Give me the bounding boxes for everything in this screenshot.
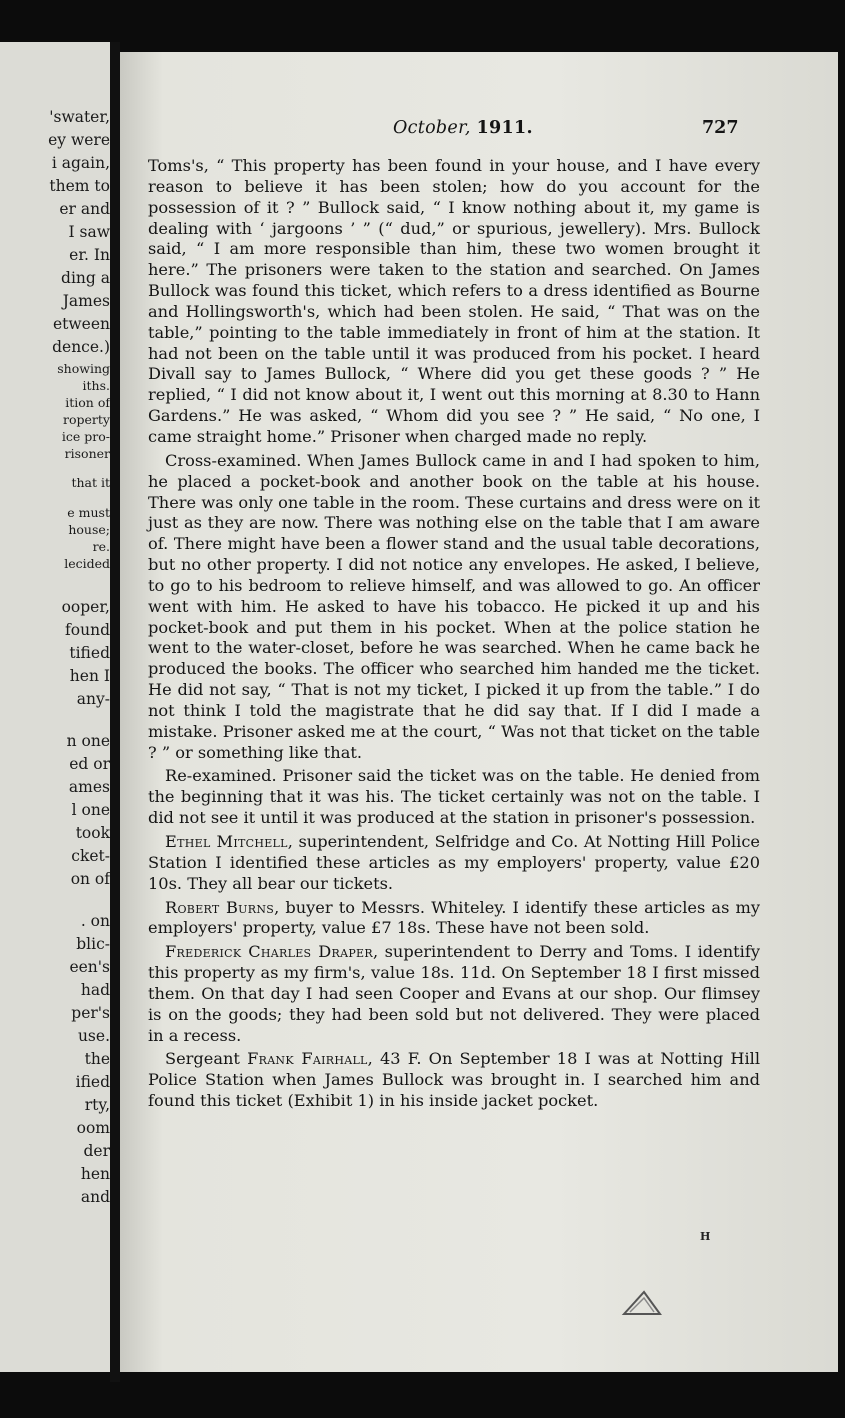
facing-page-line: oom <box>76 1119 110 1137</box>
facing-page-line: use. <box>77 1027 110 1045</box>
facing-page-line: er and <box>59 200 110 218</box>
facing-page-line: l one <box>71 801 110 819</box>
facing-page-line: found <box>65 621 110 639</box>
page-corner-mark-icon <box>620 1284 680 1324</box>
facing-page-line: roperty <box>63 412 110 427</box>
facing-page-line: iths. <box>82 378 110 393</box>
witness-name: Frank Fairhall <box>247 1049 368 1069</box>
page-number: 727 <box>702 118 739 138</box>
facing-page-line: der <box>83 1142 110 1160</box>
facing-page-line: James <box>62 292 110 310</box>
facing-page-line: house; <box>68 522 110 537</box>
facing-page-line: lecided <box>64 556 110 571</box>
facing-page-line: ed or <box>69 755 110 773</box>
facing-page-line: n one <box>66 732 110 750</box>
facing-page-line: cket- <box>71 847 110 865</box>
facing-page-line: risoner <box>64 446 110 461</box>
paragraph <box>148 942 760 1046</box>
facing-page-line: . on <box>80 912 110 930</box>
paragraph <box>148 1049 760 1112</box>
facing-page-line: re. <box>92 539 110 554</box>
running-title: October, 1911. <box>393 118 533 138</box>
paragraph <box>148 832 760 895</box>
facing-page-line: dence.) <box>52 338 110 356</box>
facing-page-line: hen <box>80 1165 110 1183</box>
facing-page-line: ified <box>75 1073 110 1091</box>
facing-page-line: per's <box>71 1004 110 1022</box>
facing-page-line: etween <box>53 315 110 333</box>
paragraph-text: Cross-examined. When James Bullock came in and I had spoken to him, he placed a pocket-book and another book on the table at his house. There was only one table in the room. These curtains and dress were on it just as they are now. There was nothing else on the table that I am aware of. There might have been a flower stand and the usual table decorations, but no other property. I did not notice any envelopes. He asked, I believe, to go to his bedroom to relieve himself, and was allowed to go. An officer went with him. He asked to have his tobacco. He picked it up and his pocket-book and put them in his pocket. When at the police station he went to the water-closet, before he was searched. When he came back he produced the books. The officer who searched him handed me the ticket. He did not say, “ That is not my ticket, I picked it up from the table.” I do not think I told the magistrate that he did say that. If I did I made a mistake. Prisoner asked me at the court, “ Was not that ticket on the table ? ” or something like that. <box>148 450 760 762</box>
paragraph <box>148 898 760 940</box>
facing-page-line: ooper, <box>61 598 110 616</box>
paragraph <box>148 451 760 764</box>
facing-page-line: I saw <box>68 223 110 241</box>
paragraph-text: , 43 F. On September 18 I was at Notting Hill Police Station when James Bullock was brought in. I searched him and found this ticket (Exhibit 1) in his inside jacket pocket. <box>148 1049 760 1111</box>
facing-page-line: took <box>75 824 110 842</box>
facing-page-line: tified <box>69 644 110 662</box>
facing-page-line: rty, <box>84 1096 110 1114</box>
facing-page-line: that it <box>71 475 110 490</box>
paragraph <box>148 156 760 448</box>
paragraph-text: , superintendent to Derry and Toms. I identify this property as my firm's, value 18s. 11d. On September 18 I first missed them. On that day I had seen Cooper and Evans at our shop. Our flimsey is on the goods; they had been sold but not delivered. They were placed in a recess. <box>148 942 760 1045</box>
paragraph-text: , buyer to Messrs. Whiteley. I identify these articles as my employers' property, value £7 18s. These have not been sold. <box>148 897 761 938</box>
facing-page-line: ice pro- <box>61 429 110 444</box>
paragraph <box>148 766 760 829</box>
facing-page-line: er. In <box>69 246 110 264</box>
facing-page-line: een's <box>69 958 110 976</box>
facing-page-line: 'swater, <box>49 108 110 126</box>
facing-page-fragment <box>0 42 112 1372</box>
speaker-rank: Sergeant <box>165 1049 248 1069</box>
paragraph-text: , superintendent, Selfridge and Co. At Notting Hill Police Station I identified these articles as my employers' property, value £20 10s. They all bear our tickets. <box>148 832 760 893</box>
facing-page-line: ames <box>68 778 110 796</box>
facing-page-line: them to <box>49 177 110 195</box>
running-year: 1911. <box>476 118 533 138</box>
running-head <box>120 118 838 144</box>
witness-name: Robert Burns <box>165 897 275 917</box>
book-gutter <box>110 42 120 1382</box>
facing-page-line: blic- <box>76 935 110 953</box>
witness-name: Frederick Charles Draper <box>165 942 373 962</box>
signature-mark: H <box>700 1230 711 1243</box>
facing-page-line: any- <box>76 690 110 708</box>
book-page <box>120 52 838 1372</box>
facing-page-line: had <box>80 981 110 999</box>
facing-page-line: showing <box>57 361 110 376</box>
facing-page-line: e must <box>67 505 110 520</box>
facing-page-line: i again, <box>51 154 110 172</box>
facing-page-line: and <box>80 1188 110 1206</box>
facing-page-line: the <box>84 1050 110 1068</box>
facing-page-line: ding a <box>61 269 110 287</box>
facing-page-line: ey were <box>48 131 110 149</box>
facing-page-line: on of <box>70 870 110 888</box>
witness-name: Ethel Mitchell <box>165 832 288 851</box>
facing-page-line: ition of <box>65 395 110 410</box>
body-text <box>148 156 760 1115</box>
facing-page-line: hen I <box>69 667 110 685</box>
paragraph-text: Toms's, “ This property has been found in your house, and I have every reason to believe it has been stolen; how do you account for the possession of it ? ” Bullock said, “ I know nothing about it, my game is dealing with ‘ jargoons ’ ” (“ dud,” or spurious, jewellery). Mrs. Bullock said, “ I am more responsible than him, these two women brought it here.” The prisoners were taken to the station and searched. On James Bullock was found this ticket, which refers to a dress identified as Bourne and Hollingsworth's, which had been stolen. He said, “ That was on the table,” pointing to the table immediately in front of him at the station. It had not been on the table until it was produced from his pocket. I heard Divall say to James Bullock, “ Where did you get these goods ? ” He replied, “ I did not know about it, I went out this morning at 8.30 to Hann Gardens.” He was asked, “ Whom did you see ? ” He said, “ No one, I came straight home.” Prisoner when charged made no reply. <box>148 156 760 446</box>
paragraph-text: Re-examined. Prisoner said the ticket was on the table. He denied from the beginning that it was his. The ticket certainly was not on the table. I did not see it until it was produced at the station in prisoner's possession. <box>148 766 760 828</box>
